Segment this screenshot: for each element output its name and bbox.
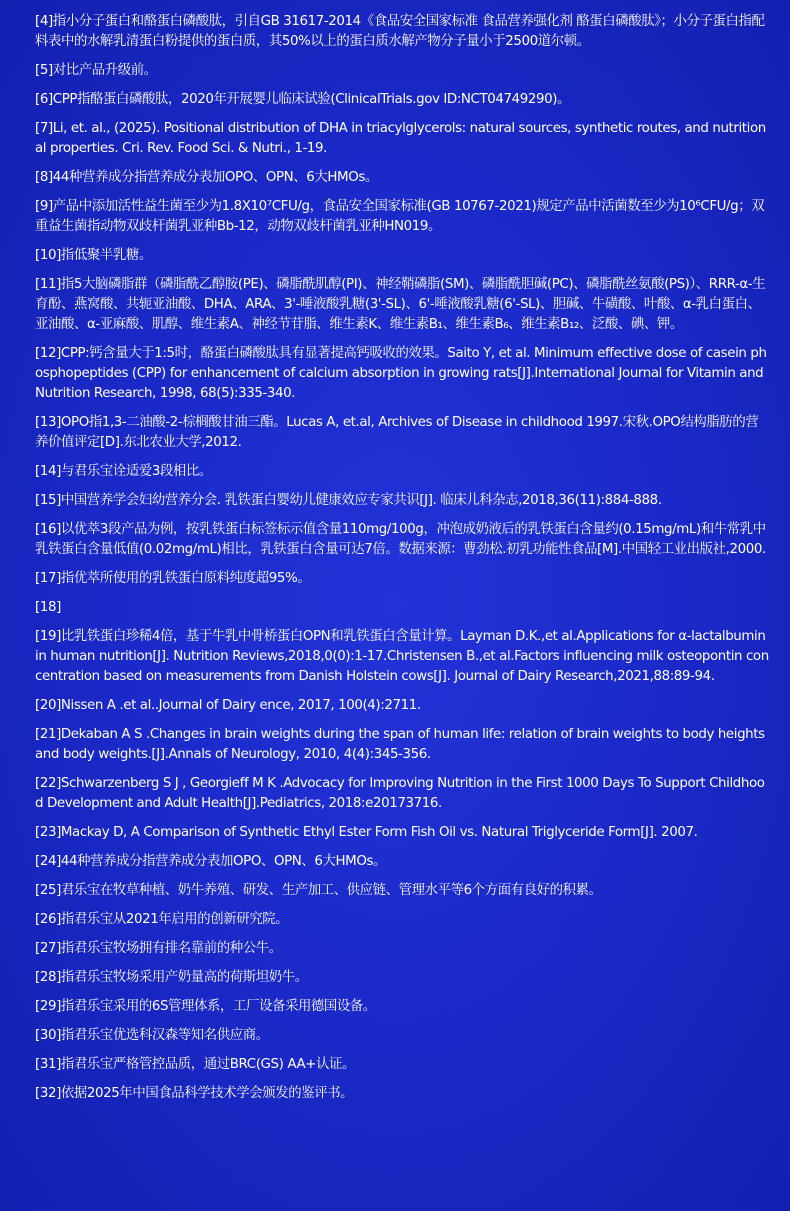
footnote-28: [28]指君乐宝牧场采用产奶量高的荷斯坦奶牛。 (35, 970, 308, 985)
footnote-23: [23]Mackay D, A Comparison of Synthetic Ethyl Ester Form Fish Oil vs. Natural Triglyceride Form[J]. 2007. (35, 825, 698, 840)
footnote-30: [30]指君乐宝优选科汉森等知名供应商。 (35, 1028, 269, 1043)
footnote-16: [16]以优萃3段产品为例，按乳铁蛋白标签标示值含量110mg/100g，冲泡成奶液后的乳铁蛋白含量约(0.15mg/mL)和牛常乳中乳铁蛋白含量低值(0.02mg/mL)相比，乳铁蛋白含量可达7倍。数据来源：曹劲松.初乳功能性食品[M].中国轻工业出版社,2000. (35, 522, 766, 557)
footnote-17: [17]指优萃所使用的乳铁蛋白原料纯度超95%。 (35, 571, 311, 586)
footnote-7: [7]Li, et. al., (2025). Positional distribution of DHA in triacylglycerols: natural sources, synthetic routes, and nutritional properties. Cri. Rev. Food Sci. & Nutri., 1-19. (35, 121, 766, 156)
footnote-20: [20]Nissen A .et al..Journal of Dairy ence, 2017, 100(4):2711. (35, 698, 421, 713)
footnote-27: [27]指君乐宝牧场拥有排名靠前的种公牛。 (35, 941, 282, 956)
footnote-4: [4]指小分子蛋白和酪蛋白磷酸肽，引自GB 31617-2014《食品安全国家标准 食品营养强化剂 酪蛋白磷酸肽》；小分子蛋白指配料表中的水解乳清蛋白粉提供的蛋白质，其50%以上的蛋白质水解产物分子量小于2500道尔顿。 (35, 14, 765, 49)
footnote-list (35, 12, 770, 1113)
footnote-12: [12]CPP:钙含量大于1:5时，酪蛋白磷酸肽具有显著提高钙吸收的效果。Saito Y, et al. Minimum effective dose of casein phosphopeptides (CPP) for enhancement of calcium absorption in growing rats[J].International Journal for Vitamin and Nutrition Research, 1998, 68(5):335-340. (35, 346, 767, 401)
footnote-11: [11]指5大脑磷脂群（磷脂酰乙醇胺(PE)、磷脂酰肌醇(PI)、神经鞘磷脂(SM)、磷脂酰胆碱(PC)、磷脂酰丝氨酸(PS)）、RRR-α-生育酚、燕窝酸、共轭亚油酸、DHA、ARA、3'-唾液酸乳糖(3'-SL)、6'-唾液酸乳糖(6'-SL)、胆碱、牛磺酸、叶酸、α-乳白蛋白、亚油酸、α-亚麻酸、肌醇、维生素A、神经节苷脂、维生素K、维生素B₁、维生素B₆、维生素B₁₂、泛酸、碘、钾。 (35, 277, 766, 332)
footnote-9: [9]产品中添加活性益生菌至少为1.8X10⁷CFU/g，食品安全国家标准(GB 10767-2021)规定产品中活菌数至少为10⁶CFU/g；双重益生菌指动物双歧杆菌乳亚种Bb-12，动物双歧杆菌乳亚种HN019。 (35, 199, 765, 234)
footnote-13: [13]OPO指1,3-二油酸-2-棕榈酸甘油三酯。Lucas A, et.al, Archives of Disease in childhood 1997.宋秋.OPO结构脂肪的营养价值评定[D].东北农业大学,2012. (35, 415, 759, 450)
footnote-32: [32]依据2025年中国食品科学技术学会颁发的鉴评书。 (35, 1086, 354, 1101)
footnote-24: [24]44种营养成分指营养成分表加OPO、OPN、6大HMOs。 (35, 854, 387, 869)
footnote-18: [18] (35, 600, 61, 615)
footnote-21: [21]Dekaban A S .Changes in brain weights during the span of human life: relation of brain weights to body heights and body weights.[J].Annals of Neurology, 2010, 4(4):345-356. (35, 727, 765, 762)
footnote-25: [25]君乐宝在牧草种植、奶牛养殖、研发、生产加工、供应链、管理水平等6个方面有良好的积累。 (35, 883, 602, 898)
footnote-14: [14]与君乐宝诠适爱3段相比。 (35, 464, 212, 479)
footnote-22: [22]Schwarzenberg S J , Georgieff M K .Advocacy for Improving Nutrition in the First 1000 Days To Support Childhood Development and Adult Health[J].Pediatrics, 2018:e20173716. (35, 776, 765, 811)
footnote-15: [15]中国营养学会妇幼营养分会. 乳铁蛋白婴幼儿健康效应专家共识[J]. 临床儿科杂志,2018,36(11):884-888. (35, 493, 662, 508)
footnote-6: [6]CPP指酪蛋白磷酸肽，2020年开展婴儿临床试验(ClinicalTrials.gov ID:NCT04749290)。 (35, 92, 571, 107)
footnote-8: [8]44种营养成分指营养成分表加OPO、OPN、6大HMOs。 (35, 170, 378, 185)
footnote-29: [29]指君乐宝采用的6S管理体系，工厂设备采用德国设备。 (35, 999, 376, 1014)
footnote-5: [5]对比产品升级前。 (35, 63, 157, 78)
footnote-31: [31]指君乐宝严格管控品质，通过BRC(GS) AA+认证。 (35, 1057, 356, 1072)
footnote-10: [10]指低聚半乳糖。 (35, 248, 152, 263)
footnote-26: [26]指君乐宝从2021年启用的创新研究院。 (35, 912, 289, 927)
footnote-19: [19]比乳铁蛋白珍稀4倍，基于牛乳中骨桥蛋白OPN和乳铁蛋白含量计算。Layman D.K.,et al.Applications for α-lactalbumin in human nutrition[J]. Nutrition Reviews,2018,0(0):1-17.Christensen B.,et al.Factors influencing milk osteopontin concentration based on measurements from Danish Holstein cows[J]. Journal of Dairy Research,2021,88:89-94. (35, 629, 769, 684)
